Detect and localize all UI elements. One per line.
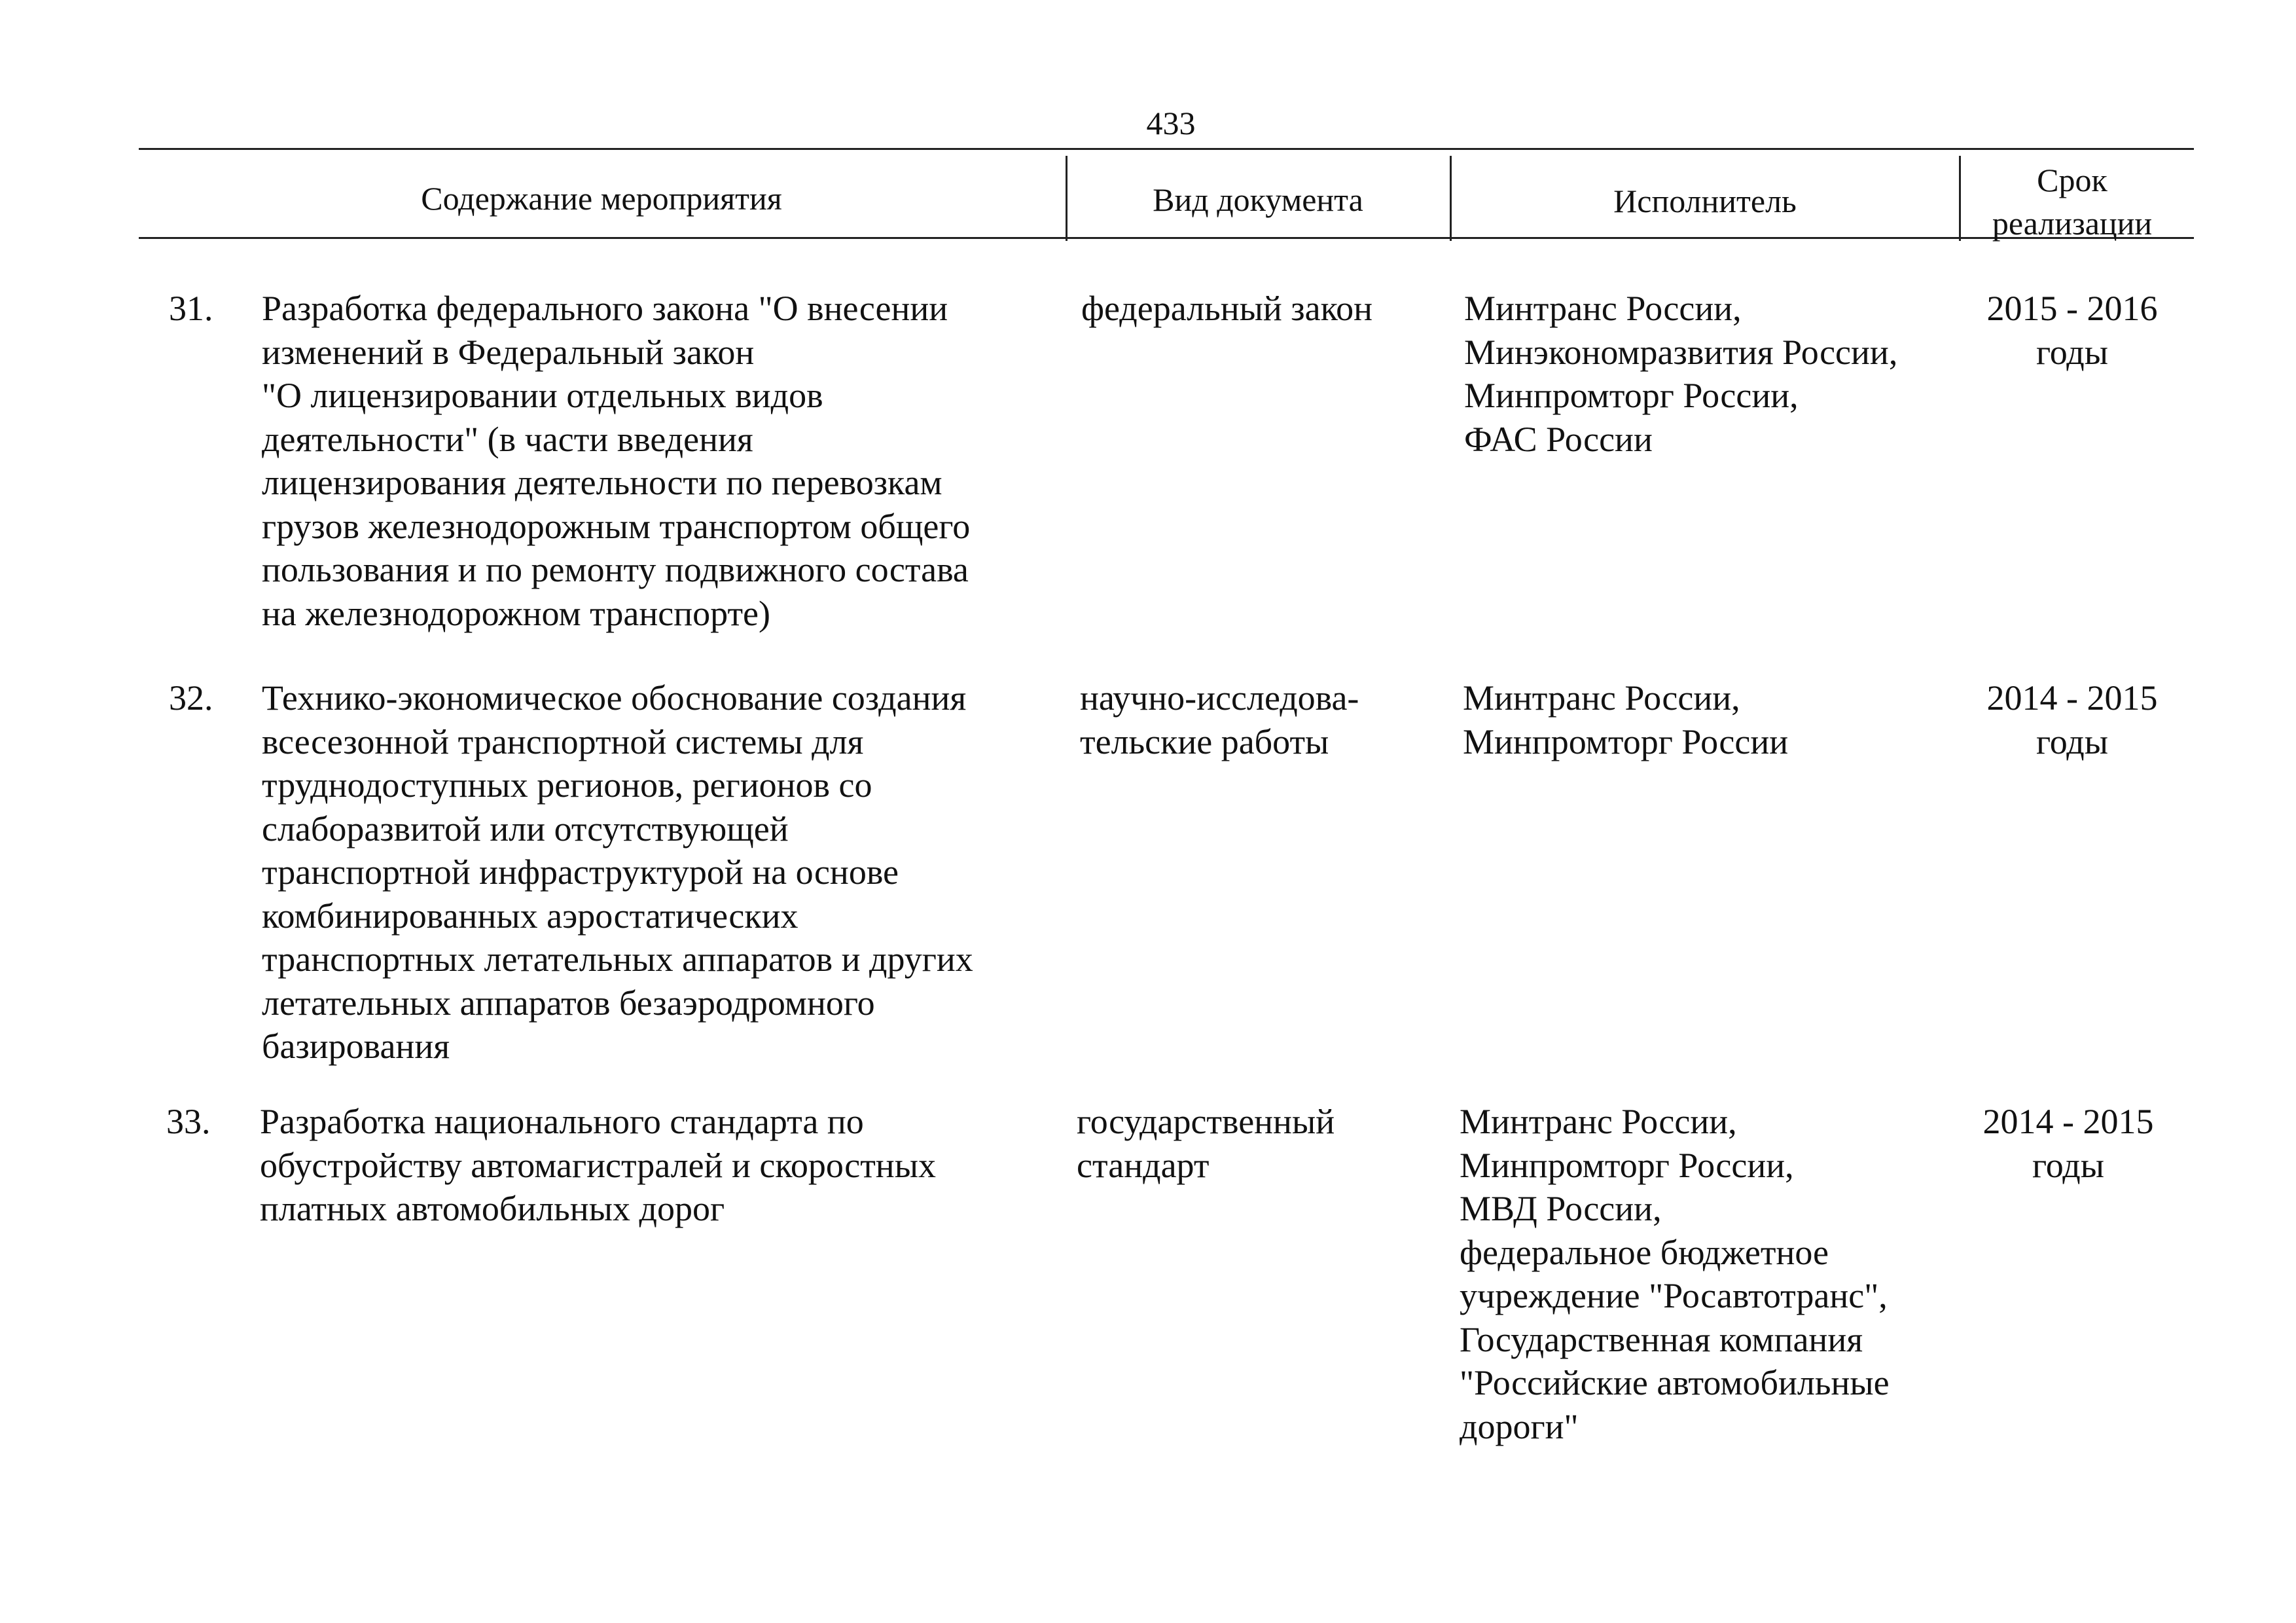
doc-type-line: стандарт	[1077, 1145, 1210, 1185]
content-line: платных автомобильных дорог	[260, 1189, 725, 1228]
doc-type-line: федеральный закон	[1081, 289, 1372, 328]
executor-line: федеральное бюджетное	[1460, 1232, 1829, 1272]
row-term	[1957, 1100, 2179, 1187]
content-line: Разработка федерального закона "О внесении	[262, 289, 948, 328]
content-line: на железнодорожном транспорте)	[262, 593, 770, 633]
content-line: комбинированных аэростатических	[262, 896, 798, 936]
row-doc-type	[1077, 1100, 1335, 1187]
executor-line: МВД России,	[1460, 1189, 1662, 1228]
executor-line: Минпромторг России,	[1460, 1145, 1794, 1185]
content-line: Разработка национального стандарта по	[260, 1102, 864, 1141]
row-doc-type	[1081, 287, 1372, 331]
executor-line: Минпромторг России	[1463, 721, 1789, 761]
doc-type-line: научно-исследова-	[1080, 678, 1359, 718]
row-executor	[1463, 676, 1788, 763]
row-doc-type	[1080, 676, 1359, 763]
executor-line: дороги"	[1460, 1406, 1579, 1446]
row-term	[1961, 287, 2183, 374]
page-number: 433	[1146, 105, 1196, 141]
row-number: 33.	[166, 1102, 211, 1141]
executor-line: Минэкономразвития России,	[1464, 332, 1898, 372]
content-line: изменений в Федеральный закон	[262, 332, 755, 372]
header-doc-type: Вид документа	[1153, 181, 1363, 218]
row-term	[1961, 676, 2183, 763]
row-executor	[1464, 287, 1897, 461]
content-line: деятельности" (в части введения	[262, 419, 753, 459]
content-line: слаборазвитой или отсутствующей	[262, 809, 789, 848]
content-line: всесезонной транспортной системы для	[262, 721, 864, 761]
executor-line: Государственная компания	[1460, 1319, 1863, 1359]
row-content	[260, 1100, 936, 1231]
header-content: Содержание мероприятия	[421, 180, 782, 217]
term-line: 2015 - 2016	[1986, 289, 2158, 328]
doc-type-line: государственный	[1077, 1102, 1335, 1141]
column-divider-2	[1450, 156, 1452, 241]
column-divider-1	[1066, 156, 1067, 241]
executor-line: Минтранс России,	[1464, 289, 1742, 328]
row-content	[262, 287, 970, 635]
header-term-line: Срок	[2037, 162, 2108, 198]
row-number: 31.	[169, 289, 213, 328]
header-executor: Исполнитель	[1613, 183, 1797, 219]
content-line: "О лицензировании отдельных видов	[262, 376, 823, 415]
content-line: Технико-экономическое обоснование создания	[262, 678, 967, 718]
executor-line: учреждение "Росавтотранс",	[1460, 1276, 1888, 1315]
doc-type-line: тельские работы	[1080, 721, 1329, 761]
header-term-line: реализации	[1992, 205, 2153, 242]
executor-line: Минтранс России,	[1460, 1102, 1737, 1141]
row-number: 32.	[169, 678, 213, 718]
term-line: 2014 - 2015	[1982, 1102, 2154, 1141]
row-content	[262, 676, 973, 1068]
content-line: лицензирования деятельности по перевозкам	[262, 463, 942, 502]
content-line: транспортной инфраструктурой на основе	[262, 852, 899, 892]
executor-line: Минпромторг России,	[1464, 376, 1799, 415]
content-line: грузов железнодорожным транспортом общего	[262, 506, 971, 546]
term-line: 2014 - 2015	[1986, 678, 2158, 718]
row-executor	[1460, 1100, 1890, 1448]
term-line: годы	[2036, 332, 2108, 372]
executor-line: Минтранс России,	[1463, 678, 1740, 718]
executor-line: ФАС России	[1464, 419, 1653, 459]
content-line: базирования	[262, 1027, 450, 1066]
content-line: пользования и по ремонту подвижного состава	[262, 550, 969, 589]
term-line: годы	[2032, 1145, 2104, 1185]
content-line: труднодоступных регионов, регионов со	[262, 765, 872, 805]
header-term	[1961, 158, 2183, 245]
term-line: годы	[2036, 721, 2108, 761]
content-line: летательных аппаратов безаэродромного	[262, 983, 875, 1023]
content-line: обустройству автомагистралей и скоростных	[260, 1145, 936, 1185]
header-top-rule	[139, 148, 2194, 150]
executor-line: "Российские автомобильные	[1460, 1363, 1890, 1402]
header-bottom-rule	[139, 237, 2194, 239]
content-line: транспортных летательных аппаратов и других	[262, 939, 973, 979]
